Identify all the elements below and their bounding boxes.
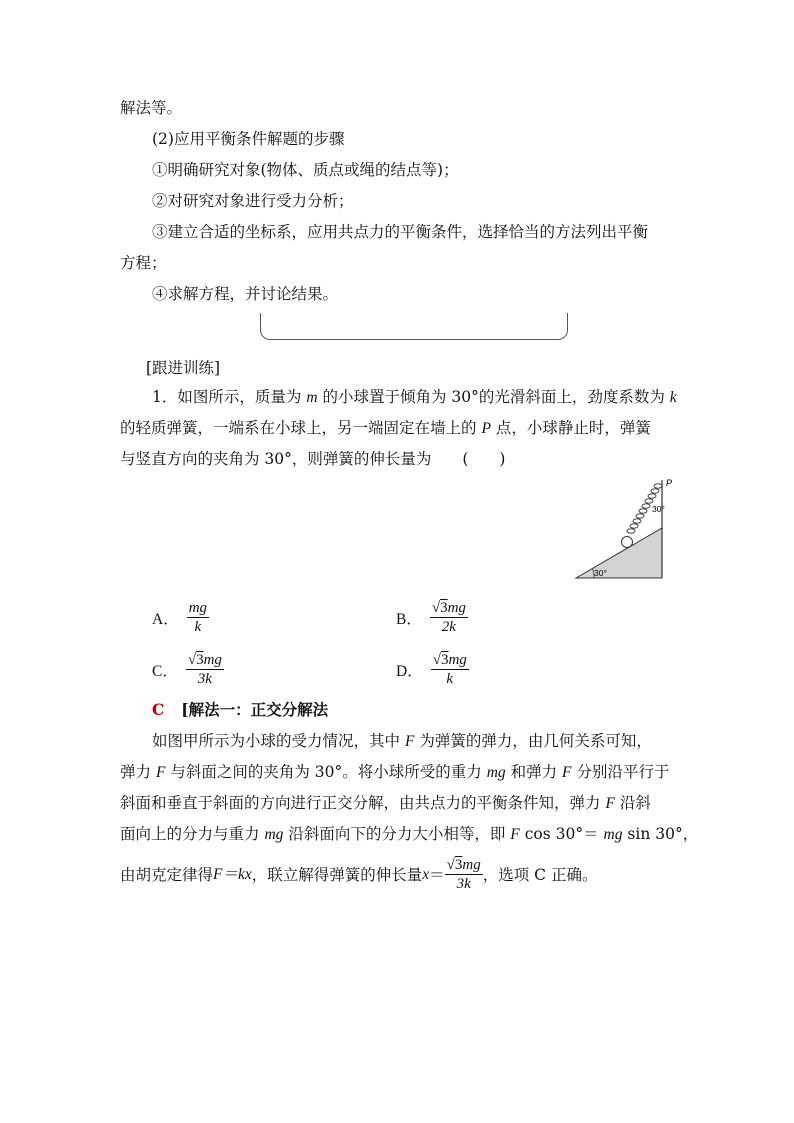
- var-k: k: [669, 389, 677, 406]
- option-d[interactable]: [396, 651, 469, 688]
- var-F: F: [562, 764, 572, 781]
- var-F: F: [155, 764, 166, 781]
- method-title: [解法一：正交分解法: [181, 700, 329, 719]
- denominator: 3k: [197, 671, 212, 687]
- question-line-1: [152, 387, 677, 408]
- var-F: F: [605, 795, 615, 812]
- label-P: P: [666, 478, 672, 488]
- option-label: A．: [152, 610, 179, 628]
- step-1: ①明确研究对象(物体、质点或绳的结点等)；: [152, 161, 459, 179]
- sqrt-sign: √3: [187, 652, 204, 668]
- incline-figure: [572, 476, 672, 582]
- numerator: √3mg: [187, 652, 222, 668]
- solution-line-3: 斜面和垂直于斜面的方向进行正交分解，由共点力的平衡条件知，弹力 F 沿斜: [120, 794, 651, 812]
- numerator: √3mg: [431, 600, 466, 616]
- question-line-2: [120, 418, 651, 439]
- fraction: [431, 651, 469, 688]
- question-text: 的轻质弹簧，一端系在小球上，另一端固定在墙上的: [120, 419, 477, 437]
- ball: [622, 537, 633, 548]
- numerator: √3mg: [432, 652, 467, 668]
- var-mg: mg: [486, 764, 506, 781]
- denominator: k: [194, 619, 202, 635]
- question-line-3: [120, 449, 505, 469]
- var-mg: mg: [264, 826, 284, 843]
- option-label: B．: [396, 610, 422, 628]
- fraction: [430, 599, 468, 636]
- sqrt-sign: √3: [431, 600, 448, 616]
- solution-header: [152, 700, 328, 720]
- solution-line-1: 如图甲所示为小球的受力情况，其中 F 为弹簧的弹力，由几何关系可知，: [152, 732, 652, 750]
- question-text: 的小球置于倾角为 30°的光滑斜面上，劲度系数为: [322, 388, 665, 406]
- var-m: m: [306, 389, 318, 406]
- var-P: P: [481, 420, 491, 437]
- step-4: ④求解方程，并讨论结果。: [152, 285, 339, 303]
- step-2: ②对研究对象进行受力分析；: [152, 192, 354, 210]
- solution-line-2: 弹力 F 与斜面之间的夹角为 30°。将小球所受的重力 mg 和弹力 F 分别沿平行于: [120, 763, 670, 781]
- angle-label-bottom: 30°: [594, 568, 607, 578]
- option-label: D．: [396, 662, 423, 680]
- step-3: ③建立合适的坐标系，应用共点力的平衡条件，选择恰当的方法列出平衡: [152, 223, 649, 241]
- fraction: [186, 651, 224, 688]
- incline-plane: [576, 528, 662, 578]
- question-text: 点，小球静止时，弹簧: [495, 419, 651, 437]
- angle-label-top: 30°: [652, 504, 665, 514]
- step-3-cont: 方程；: [120, 254, 167, 272]
- var-x: x: [422, 865, 430, 883]
- option-label: C．: [152, 662, 178, 680]
- text-line: 解法等。: [120, 99, 183, 117]
- option-a[interactable]: [152, 599, 209, 636]
- var-mg: mg: [603, 826, 623, 843]
- denominator: k: [446, 671, 454, 687]
- answer-letter: C: [152, 700, 165, 719]
- option-c[interactable]: [152, 651, 224, 688]
- fraction: [187, 599, 209, 636]
- sqrt-sign: √3: [446, 857, 463, 873]
- var-F: F: [510, 826, 520, 843]
- option-b[interactable]: [396, 599, 468, 636]
- answer-paren: ( ): [462, 450, 506, 468]
- fraction-result: [445, 856, 483, 893]
- denominator: 2k: [441, 619, 456, 635]
- steps-heading: (2)应用平衡条件解题的步骤: [152, 130, 345, 148]
- section-title: [跟进训练]: [146, 359, 221, 377]
- solution-line-5: 由胡克定律得 F＝kx ，联立解得弹簧的伸长量 x ＝ $\frac{√3mg}{3k}$ ，选项 C 正确。: [120, 857, 598, 892]
- bracket-divider: [260, 313, 568, 340]
- question-number: 1．如图所示，质量为: [152, 388, 302, 406]
- denominator: 3k: [456, 876, 471, 892]
- sqrt-sign: √3: [432, 652, 449, 668]
- equation-hooke: F＝kx: [213, 865, 252, 883]
- solution-line-4: 面向上的分力与重力 mg 沿斜面向下的分力大小相等，即 F cos 30°＝ mg sin 30°，: [120, 825, 699, 843]
- var-F: F: [404, 733, 415, 750]
- numerator: mg: [188, 600, 208, 616]
- question-text: 与竖直方向的夹角为 30°，则弹簧的伸长量为: [120, 450, 432, 468]
- numerator: √3mg: [446, 857, 481, 873]
